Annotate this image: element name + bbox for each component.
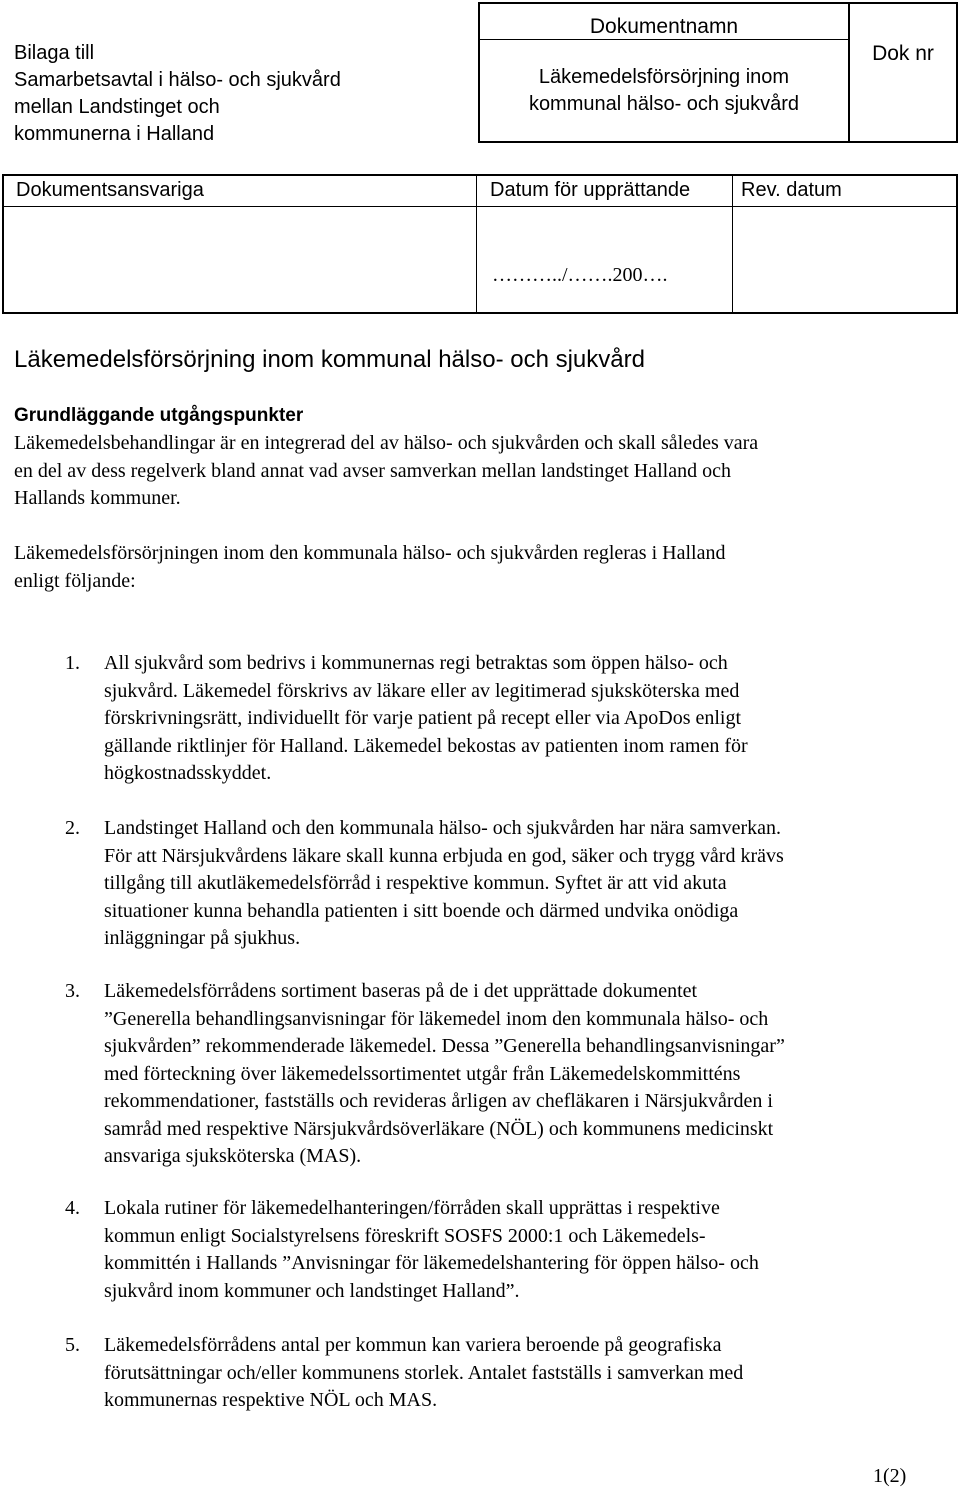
bilaga-block	[14, 40, 341, 148]
list-item-text	[104, 1195, 759, 1305]
divider	[4, 206, 956, 207]
list-item-text	[104, 650, 748, 788]
paragraph-line: Läkemedelsförsörjningen inom den kommunala hälso- och sjukvården regleras i Halland	[14, 542, 726, 564]
paragraph-line: enligt följande:	[14, 569, 136, 592]
paragraph-line: Hallands kommuner.	[14, 487, 181, 509]
list-item-number: 1.	[65, 652, 80, 674]
list-item-line: kommun enligt Socialstyrelsens föreskrift SOSFS 2000:1 och Läkemedels-	[104, 1224, 706, 1247]
list-item-line: kommittén i Hallands ”Anvisningar för läkemedelshantering för öppen hälso- och	[104, 1252, 759, 1274]
section-heading: Grundläggande utgångspunkter	[14, 405, 304, 426]
list-item-number: 2.	[65, 817, 80, 839]
bilaga-line: mellan Landstinget och	[14, 96, 220, 118]
list-item-number: 4.	[65, 1197, 80, 1219]
list-item-text	[104, 1332, 743, 1415]
list-item-line: ansvariga sjuksköterska (MAS).	[104, 1145, 362, 1167]
page-title: Läkemedelsförsörjning inom kommunal hälso- och sjukvård	[14, 346, 645, 373]
list-item-line: Lokala rutiner för läkemedelhanteringen/förråden skall upprättas i respektive	[104, 1197, 720, 1219]
bilaga-line: kommunerna i Halland	[14, 123, 215, 145]
list-item-line: situationer kunna behandla patienten i sitt boende och därmed undvika onödiga	[104, 899, 739, 922]
bilaga-line: Bilaga till	[14, 42, 95, 64]
divider	[476, 176, 477, 312]
list-item-line: All sjukvård som bedrivs i kommunernas regi betraktas som öppen hälso- och	[104, 652, 728, 674]
created-date-label: Datum för upprättande	[490, 179, 691, 201]
responsible-label: Dokumentsansvariga	[16, 179, 204, 201]
list-item-line: ”Generella behandlingsanvisningar för läkemedel inom den kommunala hälso- och	[104, 1007, 769, 1030]
list-item-text	[104, 815, 784, 953]
document-name-value	[480, 64, 848, 118]
divider	[480, 39, 848, 40]
list-item-line: gällande riktlinjer för Halland. Läkemedel bekostas av patienten inom ramen för	[104, 734, 748, 757]
document-name-line: Läkemedelsförsörjning inom	[538, 66, 790, 88]
list-item-line: förskrivningsrätt, individuellt för varje patient på recept eller via ApoDos enligt	[104, 707, 742, 729]
list-item-line: sjukvård inom kommuner och landstinget Halland”.	[104, 1279, 520, 1302]
list-item-line: sjukvården” rekommenderade läkemedel. Dessa ”Generella behandlingsanvisningar”	[104, 1035, 785, 1057]
list-item-line: Landstinget Halland och den kommunala hälso- och sjukvården har nära samverkan.	[104, 817, 782, 839]
document-number-label: Dok nr	[872, 42, 934, 65]
list-item-line: högkostnadsskyddet.	[104, 762, 272, 784]
revision-date-label: Rev. datum	[741, 179, 842, 201]
intro-paragraph	[14, 430, 758, 513]
created-date-value: ………../…….200….	[492, 264, 668, 286]
page-number: 1(2)	[873, 1465, 907, 1487]
document-meta-box	[2, 174, 958, 314]
list-item-line: rekommendationer, fastställs och revideras årligen av chefläkaren i Närsjukvården i	[104, 1090, 773, 1112]
paragraph-line: en del av dess regelverk bland annat vad avser samverkan mellan landstinget Halland och	[14, 459, 731, 482]
list-item-line: förutsättningar och/eller kommunens storlek. Antalet fastställs i samverkan med	[104, 1361, 744, 1384]
list-item-line: kommunernas respektive NÖL och MAS.	[104, 1389, 438, 1411]
document-name-line: kommunal hälso- och sjukvård	[528, 93, 800, 115]
list-item-text	[104, 978, 785, 1171]
list-item-line: tillgång till akutläkemedelsförråd i respektive kommun. Syftet är att vid akuta	[104, 872, 727, 894]
list-item-line: sjukvård. Läkemedel förskrivs av läkare eller av legitimerad sjuksköterska med	[104, 679, 740, 702]
bilaga-line: Samarbetsavtal i hälso- och sjukvård	[14, 69, 341, 91]
divider	[732, 176, 733, 312]
document-number-box	[850, 2, 958, 143]
list-item-number: 5.	[65, 1334, 80, 1356]
regulation-paragraph	[14, 540, 725, 595]
list-item-number: 3.	[65, 980, 80, 1002]
document-name-box	[478, 2, 850, 143]
list-item-line: För att Närsjukvårdens läkare skall kunna erbjuda en god, säker och trygg vård krävs	[104, 844, 784, 867]
document-name-label: Dokumentnamn	[589, 15, 739, 38]
paragraph-line: Läkemedelsbehandlingar är en integrerad del av hälso- och sjukvården och skall således vara	[14, 432, 759, 454]
list-item-line: Läkemedelsförrådens sortiment baseras på de i det upprättade dokumentet	[104, 980, 698, 1002]
list-item-line: med förteckning över läkemedelssortimentet utgår från Läkemedelskommitténs	[104, 1062, 741, 1085]
list-item-line: samråd med respektive Närsjukvårdsöverläkare (NÖL) och kommunens medicinskt	[104, 1117, 774, 1140]
list-item-line: Läkemedelsförrådens antal per kommun kan variera beroende på geografiska	[104, 1334, 722, 1356]
list-item-line: inläggningar på sjukhus.	[104, 927, 301, 949]
